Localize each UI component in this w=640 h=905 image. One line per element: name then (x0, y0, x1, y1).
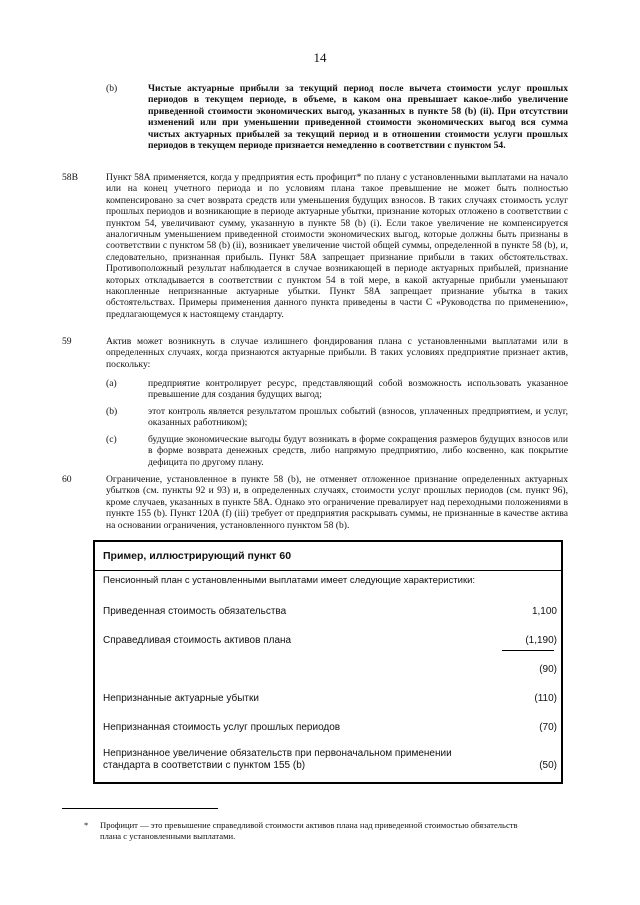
example-row-value: (90) (539, 664, 557, 675)
example-box (93, 540, 563, 784)
para-59-item-a-marker: (a) (106, 378, 117, 389)
footnote-separator (62, 808, 218, 809)
example-row-value: (50) (539, 760, 557, 771)
para-b-marker: (b) (106, 83, 118, 94)
example-intro: Пенсионный план с установленными выплатами имеет следующие характеристики: (103, 575, 476, 586)
para-59-item-a-text: предприятие контролирует ресурс, представляющий собой возможность использовать указанное превышение для создания будущих выгод; (148, 378, 568, 401)
example-title: Пример, иллюстрирующий пункт 60 (103, 550, 292, 562)
para-59-item-b-marker: (b) (106, 406, 118, 417)
para-60-text: Ограничение, установленное в пункте 58 (b), не отменяет отложенное признание определенных актуарных убытков (см. пункты 92 и 93) и, в определенных случаях, стоимости услуг прошлых периодов (см. пункт 96), кроме случаев, указанных в пункте 58А. Однако это ограничение превалирует над переходными положениями в пункте 155 (b). Пункт 120А (f) (iii) требует от предприятия раскрывать суммы, не признанные в качестве актива на основании ограничения, установленного пунктом 58 (b). (106, 474, 568, 531)
footnote-marker: * (84, 820, 89, 830)
example-row-label: Непризнанное увеличение обязательств при первоначальном применении стандарта в соответствии с пунктом 155 (b) (103, 748, 452, 771)
para-59-item-c-text: будущие экономические выгоды будут возникать в форме сокращения размеров будущих взносов или в форме возврата денежных средств, либо напрямую предприятию, либо косвенно, как покрытие дефицита по другому плану. (148, 434, 568, 468)
para-58b-text: Пункт 58А применяется, когда у предприятия есть профицит* по плану с установленными выплатами на начало или на конец учетного периода и по условиям плана такое превышение не может быть полностью компенсировано за счет возврата средств или уменьшения будущих взносов. В таких случаях стоимость услуг прошлых периодов и возникающие в периоде актуарные убытки, признание которых отложено в соответствии с пунктом 54, увеличивают сумму, указанную в пункте 58 (b) (i). Если такое увеличение не компенсируется аналогичным уменьшением приведенной стоимости экономических выгод, которые должны быть признаны в соответствии с пунктом 58 (b) (ii), возникает увеличение чистой общей суммы, определенной в пункте 58 (b), и, следовательно, признанная прибыль. Пункт 58А запрещает признание прибыли в таких обстоятельствах. Противоположный результат наблюдается в случае возникающей в периоде актуарных прибылей, признание которых откладывается в соответствии с пунктом 54 в той мере, в какой актуарные прибыли уменьшают накопленные непризнанные актуарные убытки. Пункт 58А запрещает признание убытка в таких обстоятельствах. Примеры применения данного пункта приведены в части С «Руководства по применению», предлагающемуся к настоящему стандарту. (106, 172, 568, 320)
para-59-item-b-text: этот контроль является результатом прошлых событий (взносов, уплаченных предприятием, и услуг, оказанных работником); (148, 406, 568, 429)
para-59-item-c-marker: (c) (106, 434, 117, 445)
para-59-number: 59 (62, 336, 72, 347)
example-row-label: Непризнанные актуарные убытки (103, 693, 259, 704)
para-58b-number: 58B (62, 172, 78, 183)
footnote-text: Профицит — это превышение справедливой стоимости активов плана над приведенной стоимостью обязательств плана с установленными выплатами. (100, 820, 518, 841)
example-row-label: Справедливая стоимость активов плана (103, 635, 292, 646)
page-number: 14 (313, 50, 327, 65)
example-row-value: (110) (534, 693, 557, 704)
example-row-value: (1,190) (525, 635, 557, 646)
subtotal-rule (502, 650, 554, 651)
example-row-label: Приведенная стоимость обязательства (103, 606, 287, 617)
example-header (95, 542, 561, 571)
example-row-value: 1,100 (531, 606, 557, 617)
example-row-label: Непризнанная стоимость услуг прошлых периодов (103, 722, 341, 733)
example-row-value: (70) (539, 722, 557, 733)
para-60-number: 60 (62, 474, 72, 485)
para-b-text: Чистые актуарные прибыли за текущий период после вычета стоимости услуг прошлых периодов в текущем периоде, в объеме, в каком она превышает какое-либо увеличение приведенной стоимости экономических выгод, указанных в пункте 58 (b) (ii). При отсутствии изменений или при уменьшении приведенной стоимости экономических выгод вся сумма чистых актуарных прибылей за текущий период и в отношении стоимости услуги прошлых периодов в текущем периоде признается немедленно в соответствии с пунктом 54. (148, 83, 568, 152)
para-59-text: Актив может возникнуть в случае излишнего фондирования плана с установленными выплатами или в определенных случаях, когда признаются актуарные прибыли. В таких условиях предприятие признает актив, поскольку: (106, 336, 568, 370)
